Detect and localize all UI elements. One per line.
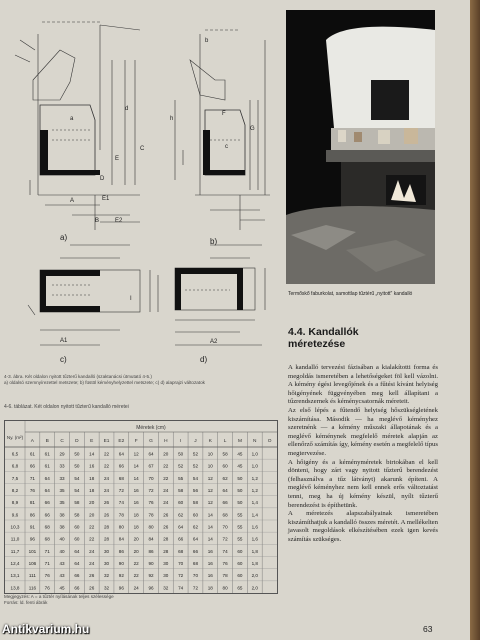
body-paragraph: Az első lépés a fűtendő helyiség hőszükségletének kiszámítása. Második — ha meglévő kéményhez szeretnénk — a kémény műszaki állapotának és a meglévő kéménynek megfelelő méretek alapján az ellenőrző számítás így, kémény esetén a megfelelő típus megtervezése. xyxy=(288,406,438,457)
table-cell: 18 xyxy=(133,512,139,518)
table-column-label: E2 xyxy=(118,439,125,444)
table-cell: 50 xyxy=(237,488,243,494)
table-cell: 6,8 xyxy=(11,463,19,469)
table-cell: 76 xyxy=(29,488,35,494)
section-heading xyxy=(288,326,438,350)
table-cell: 20 xyxy=(89,512,95,518)
table-cell: 74 xyxy=(178,585,184,591)
table-cell: 1,8 xyxy=(251,561,258,567)
table-cell: 62 xyxy=(222,475,228,481)
table-cell: 30 xyxy=(103,561,110,567)
drawing-a-section xyxy=(15,22,140,230)
table-cell: 45 xyxy=(237,463,243,469)
table-cell: 11,0 xyxy=(10,536,20,542)
table-cell: 60 xyxy=(74,524,80,530)
table-cell: 40 xyxy=(59,536,65,542)
figure-caption-line: 4-3. ábra. Két oldalon nyitott tűzterű kandalló (szaktanácsi útmutató 4-5.) xyxy=(4,374,152,379)
table-cell: 18 xyxy=(89,475,95,481)
dim-label: h xyxy=(170,116,174,122)
table-cell: 61 xyxy=(29,451,35,457)
table-cell: 22 xyxy=(103,451,110,457)
table-cell: 10 xyxy=(207,463,213,469)
drawing-d-plan xyxy=(175,245,265,345)
fireplace-photo xyxy=(286,10,435,284)
table-column-label: A xyxy=(30,439,35,444)
table-cell: 71 xyxy=(44,548,50,554)
drawing-c-plan xyxy=(28,245,158,345)
table-cell: 90 xyxy=(118,561,124,567)
dim-label: E1 xyxy=(102,196,110,202)
technical-drawings xyxy=(0,0,282,372)
photo-caption: Termőskő faburkolat, samottlap tűztérű „nyitott" kandalló xyxy=(288,291,413,297)
table-cell: 68 xyxy=(178,548,184,554)
table-cell: 43 xyxy=(59,561,65,567)
table-cell: 1,4 xyxy=(251,500,258,506)
table-cell: 50 xyxy=(237,500,243,506)
table-cell: 92 xyxy=(148,573,154,579)
table-cell: 50 xyxy=(74,463,80,469)
table-column-label: G xyxy=(149,439,153,444)
table-cell: 22 xyxy=(133,561,139,567)
table-cell: 35 xyxy=(59,488,65,494)
table-cell: 16 xyxy=(133,488,139,494)
table-cell: 8,9 xyxy=(11,500,19,506)
table-cell: 67 xyxy=(148,463,154,469)
table-cell: 66 xyxy=(74,573,80,579)
table-cell: 54 xyxy=(74,488,80,494)
table-cell: 68 xyxy=(222,512,228,518)
table-row-header: Ny. (m²) xyxy=(6,435,24,440)
table-cell: 20 xyxy=(133,548,139,554)
table-cell: 86 xyxy=(29,512,35,518)
table-cell: 22 xyxy=(133,573,139,579)
table-cell: 16 xyxy=(207,548,213,554)
table-cell: 6,5 xyxy=(11,451,19,457)
table-cell: 30 xyxy=(163,573,169,579)
dim-label: F xyxy=(222,111,226,117)
table-cell: 66 xyxy=(44,512,50,518)
table-cell: 96 xyxy=(148,585,154,591)
table-cell: 22 xyxy=(163,475,169,481)
table-cell: 2,0 xyxy=(251,573,258,579)
table-cell: 74 xyxy=(118,500,124,506)
table-cell: 1,6 xyxy=(251,536,258,542)
table-cell: 55 xyxy=(178,475,184,481)
table-cell: 64 xyxy=(148,451,154,457)
table-cell: 28 xyxy=(163,536,169,542)
table-cell: 80 xyxy=(222,585,228,591)
table-cell: 38 xyxy=(59,512,65,518)
table-cell: 28 xyxy=(163,548,169,554)
table-cell: 14 xyxy=(207,512,213,518)
table-cell: 76 xyxy=(44,573,50,579)
table-cell: 30 xyxy=(103,548,110,554)
table-cell: 58 xyxy=(222,451,228,457)
dim-label: B xyxy=(95,218,100,224)
table-cell: 45 xyxy=(59,585,65,591)
table-cell: 1,4 xyxy=(251,512,258,518)
table-cell: 16 xyxy=(207,561,213,567)
dim-label: A2 xyxy=(210,339,218,345)
table-title: 4-6. táblázat. Két oldalon nyitott tűzterű kandalló méretei xyxy=(4,404,129,410)
table-cell: 70 xyxy=(222,524,228,530)
table-cell: 12,4 xyxy=(10,561,20,567)
table-cell: 28 xyxy=(103,524,110,530)
table-cell: 81 xyxy=(29,500,35,506)
dim-label: G xyxy=(250,126,255,132)
table-cell: 72 xyxy=(192,585,199,591)
table-cell: 33 xyxy=(59,463,65,469)
table-cell: 8,2 xyxy=(11,488,19,494)
table-cell: 60 xyxy=(222,463,228,469)
table-column-label: K xyxy=(208,439,212,444)
table-column-label: O xyxy=(267,439,272,444)
table-cell: 14 xyxy=(207,524,213,530)
table-cell: 54 xyxy=(192,475,199,481)
table-cell: 16 xyxy=(207,573,213,579)
figure-sublabel-c: c) xyxy=(60,355,67,364)
table-column-label: I xyxy=(179,439,182,444)
table-cell: 18 xyxy=(89,488,95,494)
table-cell: 55 xyxy=(237,536,243,542)
table-cell: 86 xyxy=(148,548,154,554)
table-cell: 33 xyxy=(59,475,65,481)
table-note: Forrás: ld. fenti ábrák xyxy=(4,600,48,605)
table-cell: 76 xyxy=(148,500,154,506)
table-cell: 54 xyxy=(74,475,80,481)
drawing-b-section xyxy=(175,30,270,230)
table-cell: 38 xyxy=(59,524,65,530)
table-cell: 13,8 xyxy=(10,585,20,591)
table-cell: 76 xyxy=(222,561,228,567)
table-cell: 68 xyxy=(44,536,50,542)
table-cell: 32 xyxy=(103,585,110,591)
figure-sublabel-a: a) xyxy=(60,233,68,242)
table-cell: 91 xyxy=(29,524,35,530)
table-grid xyxy=(5,421,277,593)
table-cell: 52 xyxy=(192,463,199,469)
table-cell: 66 xyxy=(178,536,184,542)
table-cell: 24 xyxy=(103,475,110,481)
table-cell: 10,3 xyxy=(10,524,20,530)
table-cell: 64 xyxy=(44,475,50,481)
dim-label: A xyxy=(70,198,75,204)
table-cell: 7,5 xyxy=(11,475,19,481)
table-cell: 24 xyxy=(89,548,95,554)
table-column-label: F xyxy=(134,439,138,444)
table-cell: 50 xyxy=(74,451,80,457)
table-cell: 32 xyxy=(163,585,169,591)
table-cell: 12 xyxy=(207,475,213,481)
table-cell: 22 xyxy=(163,463,169,469)
dim-label: a xyxy=(70,116,74,122)
table-cell: 78 xyxy=(148,512,154,518)
table-cell: 66 xyxy=(192,548,199,554)
table-cell: 29 xyxy=(59,451,65,457)
table-cell: 60 xyxy=(237,561,243,567)
table-column-label: M xyxy=(237,439,242,444)
table-cell: 64 xyxy=(178,524,184,530)
table-cell: 18 xyxy=(133,524,139,530)
table-cell: 78 xyxy=(118,512,124,518)
table-cell: 71 xyxy=(29,475,35,481)
table-cell: 60 xyxy=(237,548,243,554)
section-heading-line: 4.4. Kandallók xyxy=(288,326,359,338)
table-cell: 111 xyxy=(28,573,36,579)
table-column-label: B xyxy=(45,439,49,444)
table-cell: 64 xyxy=(118,451,124,457)
table-cell: 16 xyxy=(133,500,139,506)
table-cell: 58 xyxy=(74,500,80,506)
table-cell: 64 xyxy=(74,561,80,567)
table-notes xyxy=(4,594,278,606)
table-cell: 72 xyxy=(222,536,228,542)
table-cell: 14 xyxy=(133,463,139,469)
table-cell: 11,7 xyxy=(10,548,20,554)
dim-label: b xyxy=(205,38,209,44)
table-cell: 66 xyxy=(118,463,124,469)
table-cell: 58 xyxy=(192,500,199,506)
dim-label: I xyxy=(130,296,132,302)
table-cell: 9,6 xyxy=(11,512,19,518)
table-cell: 64 xyxy=(222,488,228,494)
table-cell: 71 xyxy=(44,561,50,567)
table-cell: 58 xyxy=(74,512,80,518)
table-cell: 62 xyxy=(178,512,184,518)
table-column-label: E1 xyxy=(103,439,110,444)
dim-label: c xyxy=(225,144,228,150)
table-cell: 90 xyxy=(148,561,154,567)
table-cell: 72 xyxy=(118,488,124,494)
table-cell: 62 xyxy=(192,524,199,530)
table-cell: 26 xyxy=(89,573,95,579)
table-cell: 68 xyxy=(192,561,199,567)
table-cell: 14 xyxy=(89,451,95,457)
table-cell: 26 xyxy=(89,585,95,591)
table-cell: 52 xyxy=(192,451,199,457)
table-cell: 35 xyxy=(59,500,65,506)
table-column-label: L xyxy=(223,439,227,444)
dimensions-table xyxy=(4,420,278,594)
table-cell: 96 xyxy=(118,585,124,591)
table-cell: 64 xyxy=(192,536,199,542)
table-cell: 58 xyxy=(178,488,184,494)
table-cell: 43 xyxy=(59,573,65,579)
table-cell: 72 xyxy=(178,573,184,579)
table-header-main: Méretek (cm) xyxy=(136,425,166,431)
table-column-label: J xyxy=(194,439,197,444)
table-cell: 26 xyxy=(163,512,169,518)
table-cell: 1,8 xyxy=(251,548,258,554)
table-cell: 1,0 xyxy=(251,451,258,457)
table-cell: 55 xyxy=(237,524,243,530)
table-cell: 60 xyxy=(178,500,184,506)
figure-caption-line: a) oldalsó szemnyírezettel metszete; b) füstöl kéményhelyzettel metszete; c) d) alaprajzi változatok xyxy=(4,380,205,385)
table-cell: 22 xyxy=(89,524,95,530)
table-cell: 66 xyxy=(29,463,35,469)
table-column-label: C xyxy=(60,439,64,444)
table-cell: 101 xyxy=(28,548,37,554)
table-cell: 60 xyxy=(192,512,199,518)
table-cell: 40 xyxy=(59,548,65,554)
book-spine xyxy=(470,0,480,640)
figure-sublabel-b: b) xyxy=(210,237,218,246)
table-cell: 22 xyxy=(103,463,110,469)
table-cell: 80 xyxy=(118,524,124,530)
table-cell: 18 xyxy=(207,585,213,591)
body-paragraph: A méretezés alapszabályainak ismeretében kiszámíthatjuk a kandalló összes méretét. A mellékelten javasolt megoldások elkészítésében ezek igen kevés számítás szükséges. xyxy=(288,510,438,543)
table-cell: 1,6 xyxy=(251,524,258,530)
table-cell: 64 xyxy=(44,488,50,494)
table-cell: 72 xyxy=(148,488,154,494)
body-paragraph: A hőigény és a kéményméretek birtokában el kell dönteni, hogy zárt vagy nyitott tűzterű berendezést (felhasználva a tűz látványt) akarunk építeni. A meglévő kéményhez nem kell ennek erős változtatást tenni, meg ha új kémény készül, nyílt tűzterű berendezést is építhetünk. xyxy=(288,458,438,509)
table-cell: 61 xyxy=(44,463,50,469)
section-heading-line: méretezése xyxy=(288,338,346,350)
table-cell: 66 xyxy=(222,500,228,506)
table-cell: 116 xyxy=(28,585,37,591)
table-cell: 55 xyxy=(237,512,243,518)
table-cell: 30 xyxy=(163,561,169,567)
table-cell: 13,1 xyxy=(10,573,20,579)
table-cell: 76 xyxy=(44,585,50,591)
figure-caption xyxy=(4,374,280,386)
table-cell: 20 xyxy=(133,536,139,542)
table-cell: 68 xyxy=(118,475,124,481)
table-cell: 84 xyxy=(148,536,154,542)
table-cell: 64 xyxy=(74,548,80,554)
table-cell: 66 xyxy=(44,500,50,506)
table-cell: 86 xyxy=(118,548,124,554)
table-cell: 20 xyxy=(163,451,169,457)
table-cell: 16 xyxy=(89,463,95,469)
table-cell: 2,0 xyxy=(251,585,258,591)
table-cell: 28 xyxy=(103,536,110,542)
table-cell: 74 xyxy=(222,548,228,554)
table-cell: 96 xyxy=(29,536,35,542)
table-cell: 68 xyxy=(44,524,50,530)
table-column-label: N xyxy=(253,439,257,444)
table-cell: 26 xyxy=(103,512,110,518)
table-column-label: D xyxy=(75,439,79,444)
table-cell: 60 xyxy=(237,573,243,579)
fireplace-photo-image xyxy=(286,10,435,284)
table-cell: 65 xyxy=(237,585,243,591)
table-cell: 26 xyxy=(163,524,169,530)
table-cell: 50 xyxy=(178,451,184,457)
table-cell: 70 xyxy=(148,475,154,481)
table-cell: 24 xyxy=(103,488,110,494)
table-column-label: E xyxy=(90,439,94,444)
table-cell: 61 xyxy=(44,451,50,457)
table-cell: 92 xyxy=(118,573,124,579)
table-note: Megjegyzés: A = a tűztér nyílásának teljes szélessége xyxy=(4,594,114,599)
dim-label: A1 xyxy=(60,338,68,344)
body-text xyxy=(288,364,438,544)
body-paragraph: A kandalló tervezési fázisában a kialakítotti forma és megoldás ismeretében a lehetőségeket föl kell vázolni. A kémény égési levegőjének és a fűtési kívánt helyiség hőigényének függvényében meg kell állapítani a tűzrendszernek és kéménycsatornák méreteit. xyxy=(288,364,438,406)
dim-label: d xyxy=(125,106,129,112)
table-cell: 1,2 xyxy=(251,475,258,481)
table-cell: 80 xyxy=(148,524,154,530)
table-cell: 45 xyxy=(237,451,243,457)
table-cell: 1,2 xyxy=(251,488,258,494)
watermark-logo: Antikvarium.hu xyxy=(2,622,90,636)
table-cell: 12 xyxy=(133,451,139,457)
table-cell: 106 xyxy=(28,561,37,567)
table-cell: 70 xyxy=(178,561,184,567)
table-cell: 14 xyxy=(207,536,213,542)
table-cell: 26 xyxy=(103,500,110,506)
dim-label: E xyxy=(115,156,120,162)
table-cell: 24 xyxy=(163,500,169,506)
table-cell: 20 xyxy=(89,500,95,506)
figure-sublabel-d: d) xyxy=(200,355,208,364)
table-cell: 12 xyxy=(207,488,213,494)
table-cell: 50 xyxy=(237,475,243,481)
table-cell: 10 xyxy=(207,451,213,457)
table-cell: 24 xyxy=(89,561,95,567)
table-cell: 1,0 xyxy=(251,463,258,469)
table-cell: 12 xyxy=(207,500,213,506)
dim-label: C xyxy=(140,146,145,152)
table-cell: 24 xyxy=(163,488,169,494)
table-cell: 14 xyxy=(133,475,139,481)
table-cell: 66 xyxy=(74,585,80,591)
table-cell: 56 xyxy=(192,488,199,494)
table-cell: 78 xyxy=(222,573,228,579)
table-cell: 24 xyxy=(133,585,139,591)
table-cell: 22 xyxy=(89,536,95,542)
table-cell: 84 xyxy=(118,536,124,542)
table-cell: 70 xyxy=(192,573,199,579)
page-number: 63 xyxy=(423,624,433,634)
dim-label: E2 xyxy=(115,218,123,224)
table-cell: 60 xyxy=(74,536,80,542)
dim-label: D xyxy=(100,176,105,182)
table-cell: 52 xyxy=(178,463,184,469)
table-cell: 32 xyxy=(103,573,110,579)
table-column-label: H xyxy=(164,439,168,444)
